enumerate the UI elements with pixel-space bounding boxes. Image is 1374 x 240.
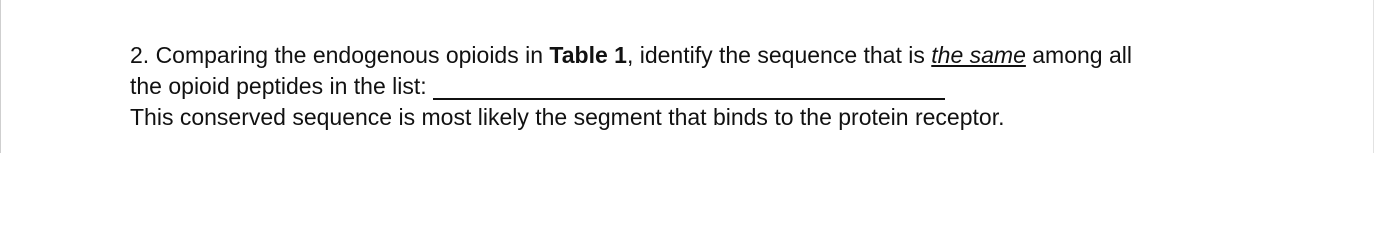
question-line-3-text: This conserved sequence is most likely the segment that binds to the protein receptor. [130, 104, 1005, 130]
question-prefix-text: 2. Comparing the endogenous opioids in [130, 42, 550, 68]
question-line-2 [130, 71, 1270, 102]
question-2 [130, 40, 1270, 133]
question-middle-text: , identify the sequence that is [626, 42, 932, 68]
question-line-1 [130, 40, 1270, 71]
emphasis-text: the same [931, 42, 1026, 68]
page-left-edge [0, 0, 1, 153]
question-line-2-text: the opioid peptides in the list: [130, 73, 427, 99]
table-reference: Table 1 [549, 42, 627, 68]
question-line-3 [130, 102, 1270, 133]
answer-blank[interactable] [433, 78, 945, 100]
question-suffix-text: among all [1025, 42, 1132, 68]
